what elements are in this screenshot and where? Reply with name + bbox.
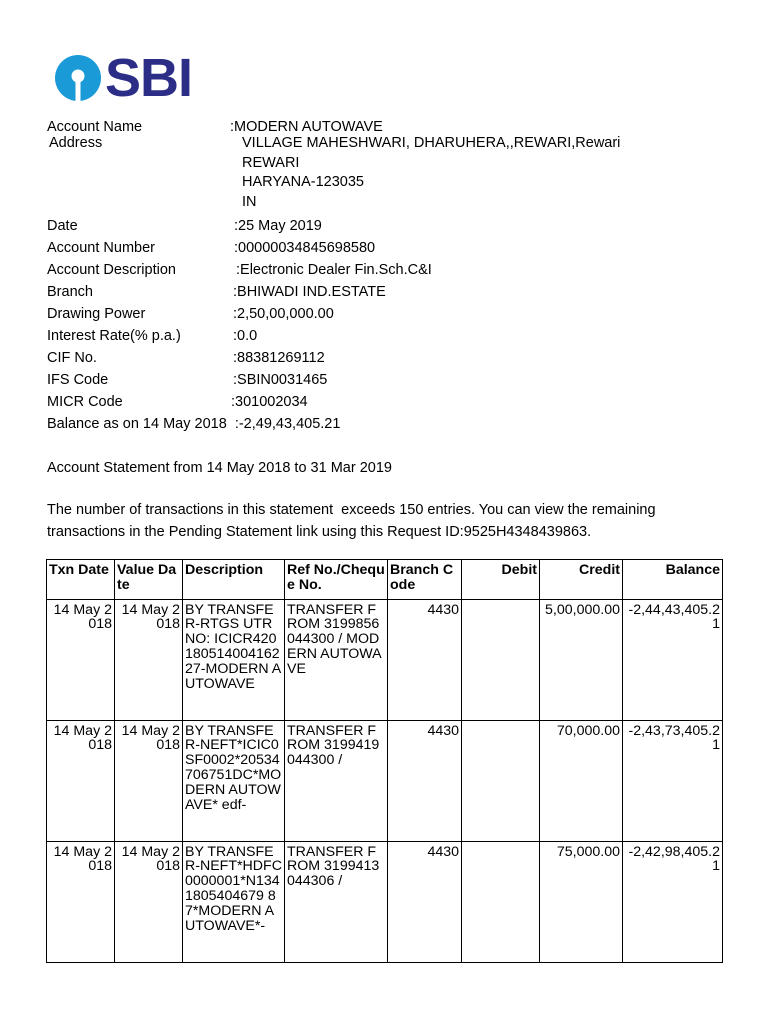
header-branch-code: Branch Code xyxy=(388,560,462,600)
cell-value-date: 14 May 2018 xyxy=(115,720,183,841)
micr-code-value: :301002034 xyxy=(231,394,308,410)
interest-rate-value: :0.0 xyxy=(233,328,258,344)
address-line: REWARI xyxy=(242,155,300,171)
notice-line: The number of transactions in this statement exceeds 150 entries. You can view the remaining xyxy=(47,502,656,518)
statement-period: Account Statement from 14 May 2018 to 31 Mar 2019 xyxy=(47,460,392,476)
table-row xyxy=(47,599,723,720)
transactions-table xyxy=(46,559,723,963)
notice-line: transactions in the Pending Statement link using this Request ID:9525H4348439863. xyxy=(47,524,592,540)
cell-balance: -2,44,43,405.21 xyxy=(623,599,723,720)
cell-credit: 5,00,000.00 xyxy=(540,599,623,720)
address-line: VILLAGE MAHESHWARI, DHARUHERA,,REWARI,Rewari xyxy=(242,135,621,151)
header-credit: Credit xyxy=(540,560,623,600)
opening-balance: Balance as on 14 May 2018 :-2,49,43,405.21 xyxy=(47,416,341,432)
header-balance: Balance xyxy=(623,560,723,600)
interest-rate-label: Interest Rate(% p.a.) xyxy=(47,328,181,344)
cell-branch-code: 4430 xyxy=(388,720,462,841)
cif-value: :88381269112 xyxy=(233,350,325,366)
account-name-value: :MODERN AUTOWAVE xyxy=(230,119,383,135)
branch-label: Branch xyxy=(47,284,93,300)
cell-debit xyxy=(462,720,540,841)
cif-label: CIF No. xyxy=(47,350,97,366)
cell-ref: TRANSFER FROM 3199419044300 / xyxy=(285,720,388,841)
sbi-logo xyxy=(54,48,193,108)
cell-description: BY TRANSFER-NEFT*ICIC0SF0002*20534706751DC*MODERN AUTOWAVE* edf- xyxy=(183,720,285,841)
sbi-keyhole-icon xyxy=(54,54,102,102)
account-name-label: Account Name xyxy=(47,119,143,135)
cell-description: BY TRANSFER-NEFT*HDFC0000001*N1341805404679 87*MODERN AUTOWAVE*- xyxy=(183,841,285,962)
drawing-power-label: Drawing Power xyxy=(47,306,146,322)
table-row xyxy=(47,841,723,962)
drawing-power-value: :2,50,00,000.00 xyxy=(233,306,334,322)
address-line: IN xyxy=(242,194,257,210)
address-line: HARYANA-123035 xyxy=(242,174,364,190)
account-description-label: Account Description xyxy=(47,262,176,278)
header-debit: Debit xyxy=(462,560,540,600)
table-row xyxy=(47,720,723,841)
account-number-value: :00000034845698580 xyxy=(234,240,376,256)
cell-debit xyxy=(462,599,540,720)
cell-ref: TRANSFER FROM 3199856044300 / MODERN AUTOWAVE xyxy=(285,599,388,720)
cell-txn-date: 14 May 2018 xyxy=(47,841,115,962)
cell-branch-code: 4430 xyxy=(388,599,462,720)
branch-value: :BHIWADI IND.ESTATE xyxy=(233,284,386,300)
micr-code-label: MICR Code xyxy=(47,394,123,410)
date-label: Date xyxy=(47,218,78,234)
header-ref: Ref No./Cheque No. xyxy=(285,560,388,600)
cell-credit: 70,000.00 xyxy=(540,720,623,841)
cell-txn-date: 14 May 2018 xyxy=(47,599,115,720)
ifs-code-value: :SBIN0031465 xyxy=(233,372,328,388)
logo-text: SBI xyxy=(105,48,193,108)
cell-description: BY TRANSFER-RTGS UTR NO: ICICR42018051400416227-MODERN AUTOWAVE xyxy=(183,599,285,720)
header-value-date: Value Date xyxy=(115,560,183,600)
table-header-row xyxy=(47,560,723,600)
cell-value-date: 14 May 2018 xyxy=(115,599,183,720)
account-number-label: Account Number xyxy=(47,240,155,256)
cell-branch-code: 4430 xyxy=(388,841,462,962)
date-value: :25 May 2019 xyxy=(234,218,322,234)
header-txn-date: Txn Date xyxy=(47,560,115,600)
cell-credit: 75,000.00 xyxy=(540,841,623,962)
header-description: Description xyxy=(183,560,285,600)
cell-debit xyxy=(462,841,540,962)
cell-value-date: 14 May 2018 xyxy=(115,841,183,962)
cell-ref: TRANSFER FROM 3199413044306 / xyxy=(285,841,388,962)
cell-txn-date: 14 May 2018 xyxy=(47,720,115,841)
ifs-code-label: IFS Code xyxy=(47,372,109,388)
address-label: Address xyxy=(49,135,103,151)
cell-balance: -2,43,73,405.21 xyxy=(623,720,723,841)
cell-balance: -2,42,98,405.21 xyxy=(623,841,723,962)
account-description-value: :Electronic Dealer Fin.Sch.C&I xyxy=(236,262,432,278)
